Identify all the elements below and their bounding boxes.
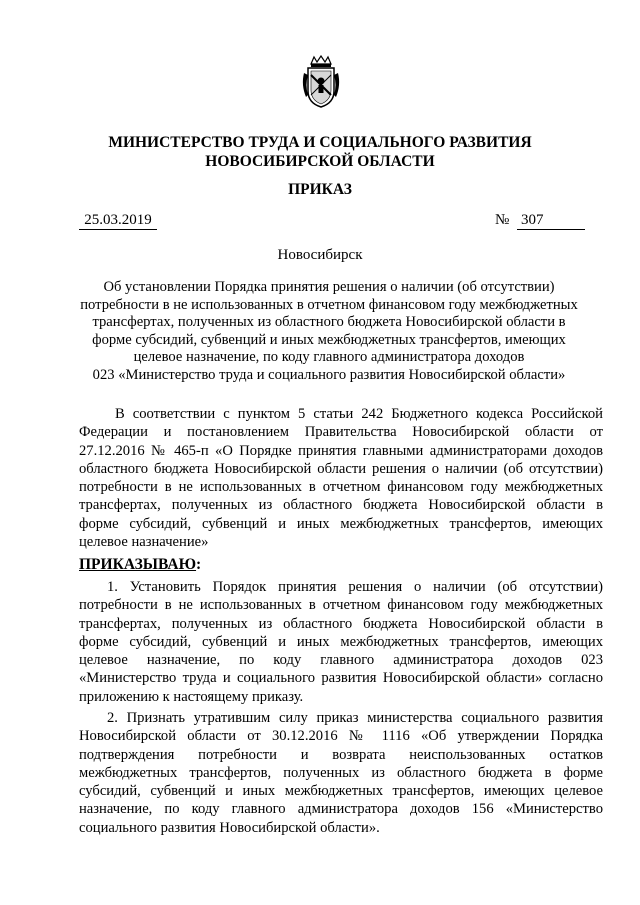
text-line: целевое назначение, по коду главного администратора доходов 023 [79,652,603,669]
text-line: форме субсидий, субвенций и иных межбюджетных трансфертов, имеющих [79,633,603,650]
order-item-2 [79,709,603,837]
text-line: областного бюджета Новосибирской области решения о наличии (об отсутствии) [79,460,603,477]
preamble-paragraph [79,405,603,551]
subject-line: трансфертах, полученных из областного бюджета Новосибирской области в [92,314,566,331]
text-line: социального развития Новосибирской области». [79,819,380,836]
text-line: подтверждения потребности и возврата неиспользованных остатков [79,746,603,763]
ministry-name-line: НОВОСИБИРСКОЙ ОБЛАСТИ [205,153,435,170]
number-sign: № [495,212,510,228]
text-line: В соответствии с пунктом 5 статьи 242 Бюджетного кодекса Российской [115,406,603,422]
document-title: ПРИКАЗ [288,181,352,198]
text-line: назначение, по коду главного администратора доходов 156 «Министерство [79,801,603,818]
text-line: трансфертах, полученных из областного бюджета Новосибирской области в [79,497,603,514]
order-number: 307 [517,211,585,230]
decree-colon: : [196,556,202,573]
text-line: «Министерство труда и социального развития Новосибирской области» согласно [79,670,603,687]
text-line: субсидий, субвенций и иных межбюджетных трансфертов, имеющих целевое [79,783,603,800]
text-line: потребности в не использованных в отчетном финансовом году межбюджетных [79,479,603,496]
text-line: форме субсидий, субвенций и иных межбюджетных трансфертов, имеющих [79,515,603,532]
subject-line: потребности в не использованных в отчетном финансовом году межбюджетных [80,296,578,313]
text-line: Новосибирской области от 30.12.2016 № 1116 «Об утверждении Порядка [79,728,603,745]
subject-line: Об установлении Порядка принятия решения о наличии (об отсутствии) [103,279,555,295]
order-subject [76,279,582,385]
order-date: 25.03.2019 [79,211,157,230]
text-line: межбюджетных трансфертов, полученных из областного бюджета в форме [79,764,603,781]
city: Новосибирск [277,247,363,263]
subject-line: 023 «Министерство труда и социального развития Новосибирской области» [92,366,566,383]
text-line: 2. Признать утратившим силу приказ министерства социального развития [107,710,603,726]
coat-of-arms-icon [300,55,342,109]
text-line: 1. Установить Порядок принятия решения о наличии (об отсутствии) [107,579,603,595]
ministry-name-line: МИНИСТЕРСТВО ТРУДА И СОЦИАЛЬНОГО РАЗВИТИЯ [108,134,532,151]
decree-heading [79,555,201,574]
ministry-name [60,133,580,171]
text-line: 27.12.2016 № 465-п «О Порядке принятия главными администраторами доходов [79,442,603,459]
decree-word: ПРИКАЗЫВАЮ [79,556,197,573]
text-line: приложению к настоящему приказу. [79,688,304,705]
text-line: трансфертах, полученных из областного бюджета Новосибирской области в [79,615,603,632]
text-line: потребности в не использованных в отчетном финансовом году межбюджетных [79,597,603,614]
text-line: целевое назначение» [79,534,209,551]
order-item-1 [79,578,603,706]
subject-line: форме субсидий, субвенций и иных межбюджетных трансфертов, имеющих [92,331,566,348]
subject-line: целевое назначение, по коду главного администратора доходов [133,349,525,366]
text-line: Федерации и постановлением Правительства Новосибирской области от [79,424,603,441]
